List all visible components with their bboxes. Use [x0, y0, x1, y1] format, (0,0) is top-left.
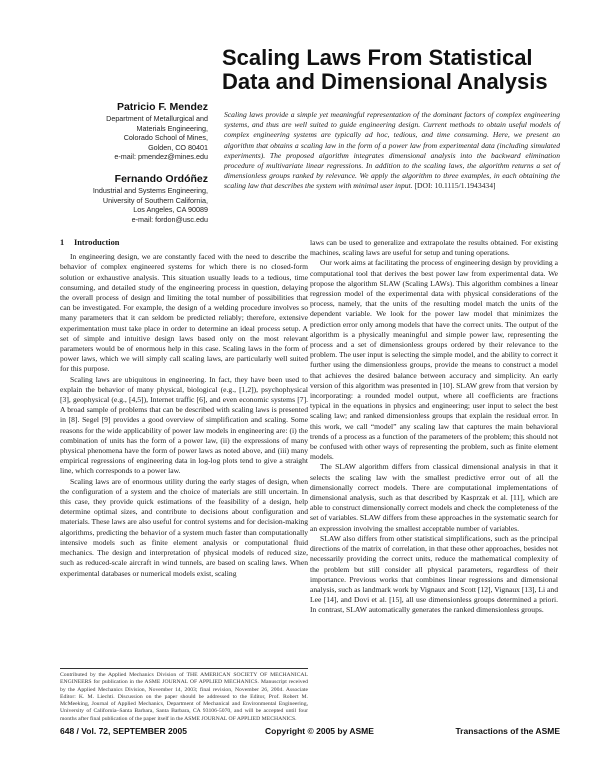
left-column [60, 238, 308, 579]
title-line-1: Scaling Laws From Statistical [222, 45, 533, 70]
body-paragraph: laws can be used to generalize and extrapolate the results obtained. For existing machines, scaling laws are useful for setup and tuning operations. [310, 238, 558, 258]
author-affiliation: Department of Metallurgical and [106, 114, 208, 123]
author-email[interactable]: e-mail: fordon@usc.edu [131, 214, 208, 224]
body-paragraph: Scaling laws are of enormous utility during the early stages of design, when the configuration of a system and the choice of materials are still uncertain. In this case, they provide quick estimations of the feasibility of a design, help determine optimal sizes, and contribute to decisions about configuration and materials. These laws are also useful for control systems and for decision-making algorithms, predicting the behavior of a system much faster than computationally intensive models such as finite element analysis or computational fluid mechanics. The design and interpretation of physical models of reduced size, such as reduced-scale aircraft in wind tunnels, are based on scaling laws. When experimental databases or numerical models exist, scaling [60, 476, 308, 578]
abstract [224, 110, 560, 192]
body-paragraph: The SLAW algorithm differs from classical dimensional analysis in that it selects the scaling law with the smallest predictive error out of all the dimensionally correct models. There are computational implementations of dimensional analysis, such as that described by Kasprzak et al. [11], which are able to construct dimensionally correct models and check the completeness of the set of variables. SLAW differs from these approaches in the systematic search for an expression involving the smallest acceptable number of variables. [310, 462, 558, 533]
right-column [310, 238, 558, 616]
section-title: Introduction [74, 238, 120, 247]
body-paragraph: Our work aims at facilitating the process of engineering design by providing a computational tool that derives the best power law from experimental data. We propose the algorithm SLAW (Scaling LAWs). This algorithm combines a linear regression model of the experimental data with physical considerations of the process, namely, that the units of the resulting model match the units of the dependent variable. We look for the power law model that minimizes the prediction error only among models that have the correct units. The output of the algorithm is a physically meaningful and simple power law, representing the process and a set of dimensionless groups ordered by their relevance to the problem. The user input is selecting the simple model, and the ability to correct it further using the dimensionless groups, provide the means to construct a model that achieves the desired balance between accuracy and simplicity. An early version of this algorithm was presented in [10]. SLAW grew from that version by incorporating: a rounded model output, where all coefficients are fractions typical in the equations in physics and engineering; user input to select the best scaling law; and ranked dimensionless groups that explain the residual error. In this work, we call “model” any scaling law that captures the main behavioral trends of a process as a function of the parameters of the problem; this should not be confused with other ways of representing the problem, such as finite element models. [310, 258, 558, 462]
section-heading [60, 238, 308, 248]
author-email[interactable]: e-mail: pmendez@mines.edu [114, 152, 208, 162]
paper-title [222, 46, 562, 94]
footer-journal: Transactions of the ASME [455, 726, 560, 736]
author-name: Patricio F. Mendez [116, 101, 208, 113]
body-paragraph: Scaling laws are ubiquitous in engineering. In fact, they have been used to explain the behavior of many physical, biological (e.g., [1,2]), psychophysical [3], geophysical (e.g., [4,5]), Internet traffic [6], and even economic systems [7]. A broad sample of problems that can be described with scaling laws is presented in [8]. Segel [9] provides a good overview of simplification and scaling. Some reasons for the wide applicability of power law models in engineering are: (i) the combination of units has the form of a power law, (ii) the expressions of many physical phenomena have the form of power laws as noted above, and (iii) many empirical regressions of engineering data in log-log plots tend to give a straight line, which corresponds to a power law. [60, 374, 308, 476]
doi-link[interactable]: [DOI: 10.1115/1.1943434] [414, 181, 496, 191]
author-block [60, 100, 208, 162]
footnote: Contributed by the Applied Mechanics Division of THE AMERICAN SOCIETY OF MECHANICAL ENGINEERS for publication in the ASME JOURNAL OF APPLIED MECHANICS. Manuscript received by the Applied Mechanics Division, November 14, 2003; final revision, November 26, 2004. Associate Editor: K. M. Liechti. Discussion on the paper should be addressed to the Editor, Prof. Robert M. McMeeking, Journal of Applied Mechanics, Department of Mechanical and Environmental Engineering, University of California–Santa Barbara, Santa Barbara, CA 93106-5070, and will be accepted until four months after final publication of the paper itself in the ASME JOURNAL OF APPLIED MECHANICS. [60, 668, 308, 723]
page-footer [60, 726, 560, 738]
author-affiliation: University of Southern California, [102, 195, 208, 205]
section-number: 1 [60, 238, 65, 247]
body-paragraph: SLAW also differs from other statistical simplifications, such as the principal directions of the matrix of correlation, in that these other approaches, besides not necessarily providing the correct units, reduce the mathematical complexity of the problem but still consider all physical parameters, regardless of their importance. Previous works that combines linear regressions and dimensional analysis, such as landmark work by Vignaux and Scott [12], Vignaux [13], Li and Lee [14], and Dovi et al. [15], all use dimensionless groups determined a priori. In contrast, SLAW automatically generates the ranked dimensionless groups. [310, 533, 558, 615]
title-line-2: Data and Dimensional Analysis [222, 69, 548, 94]
author-block [60, 172, 208, 224]
footer-page-info: 648 / Vol. 72, SEPTEMBER 2005 [60, 726, 187, 736]
author-affiliation: Colorado School of Mines, [123, 133, 208, 143]
author-affiliation: Golden, CO 80401 [148, 142, 208, 152]
footer-copyright: Copyright © 2005 by ASME [265, 726, 374, 736]
author-list [60, 100, 208, 234]
author-affiliation: Industrial and Systems Engineering, [92, 185, 208, 195]
body-paragraph: In engineering design, we are constantly faced with the need to describe the behavior of complex engineered systems for which there is no closed-form solution or exhaustive analysis. This situation usually leads to a tedious, time consuming, and detailed study of the engineering process in question, delaying the overall process of design and limiting the total number of possibilities that can be investigated. For example, the design of a welding procedure involves so many parameters that it can seldom be predicted reliably; therefore, extensive experimentation must take place in order to determine an ideal process setup. A set of simple and intuitive design laws based only on the most relevant parameters would be of enormous help in this case. Scaling laws in the form of power laws, which we will simply call scaling laws, are particularly well suited for this purpose. [60, 252, 308, 374]
author-affiliation: Los Angeles, CA 90089 [133, 205, 208, 215]
author-name: Fernando Ordóñez [114, 172, 208, 185]
abstract-text: Scaling laws provide a simple yet meaningful representation of the dominant factors of complex engineering systems, and thus are well suited to guide engineering design. Current methods to obtain useful models of complex engineering systems are typically ad hoc, tedious, and time consuming. Here, we present an algorithm that obtains a scaling law in the form of a power law from experimental data (including simulated experiments). The proposed algorithm integrates dimensional analysis into the backward elimination procedure of multivariate linear regressions. In addition to the scaling laws, the algorithm returns a set of dimensionless groups ranked by relevance. We apply the algorithm to three examples, in each obtaining the scaling law that describes the system with minimal user input. [224, 110, 560, 191]
author-affiliation: Materials Engineering, [136, 123, 208, 133]
